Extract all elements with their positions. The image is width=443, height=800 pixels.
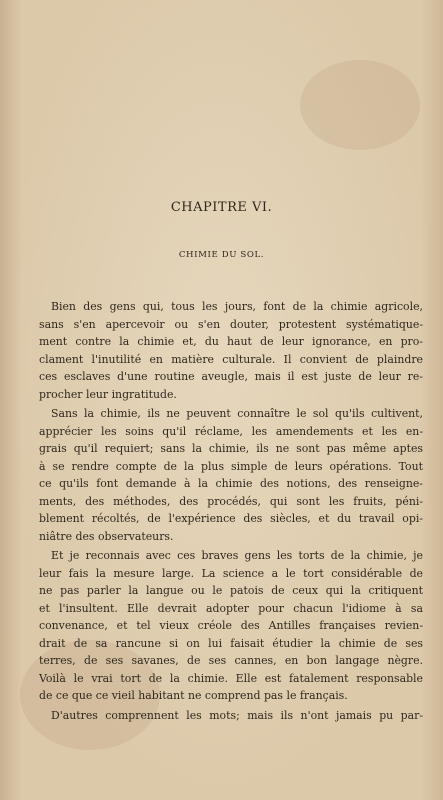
text-line: ments, des méthodes, des procédés, qui sont les fruits, péni- bbox=[39, 494, 423, 508]
text-line: Sans la chimie, ils ne peuvent connaître le sol qu'ils cultivent, bbox=[51, 407, 423, 420]
paper-stain bbox=[300, 60, 420, 150]
text-line: apprécier les soins qu'il réclame, les amendements et les en- bbox=[39, 424, 423, 438]
text-line: leur fais la mesure large. La science a le tort considérable de bbox=[39, 566, 423, 580]
text-line: Et je reconnais avec ces braves gens les torts de la chimie, je bbox=[51, 549, 423, 562]
text-line: ces esclaves d'une routine aveugle, mais il est juste de leur re- bbox=[39, 370, 423, 383]
text-line: convenance, et tel vieux créole des Antilles françaises revien- bbox=[39, 619, 423, 632]
text-line: niâtre des observateurs. bbox=[39, 529, 174, 543]
body-text bbox=[39, 298, 423, 724]
text-line: à se rendre compte de la plus simple de leurs opérations. Tout bbox=[39, 459, 423, 473]
text-line: D'autres comprennent les mots; mais ils n'ont jamais pu par- bbox=[51, 708, 423, 722]
text-line: terres, de ses savanes, de ses cannes, en bon langage nègre. bbox=[39, 654, 423, 667]
text-line: de ce que ce vieil habitant ne comprend pas le français. bbox=[39, 689, 348, 702]
chapter-title: CHAPITRE VI. bbox=[170, 200, 273, 215]
text-line: et l'insultent. Elle devrait adopter pour chacun l'idiome à sa bbox=[39, 601, 423, 615]
text-line: drait de sa rancune si on lui faisait étudier la chimie de ses bbox=[39, 636, 423, 650]
text-line: Bien des gens qui, tous les jours, font de la chimie agricole, bbox=[51, 300, 423, 313]
text-line: ment contre la chimie et, du haut de leur ignorance, en pro- bbox=[39, 335, 423, 348]
text-line: blement récoltés, de l'expérience des siècles, et du travail opi- bbox=[39, 512, 423, 525]
text-line: clament l'inutilité en matière culturale. Il convient de plaindre bbox=[39, 352, 423, 366]
text-line: ce qu'ils font demande à la chimie des notions, des renseigne- bbox=[39, 477, 423, 490]
text-line: procher leur ingratitude. bbox=[39, 387, 177, 401]
section-title: CHIMIE DU SOL. bbox=[178, 250, 265, 260]
text-line: sans s'en apercevoir ou s'en douter, protestent systématique- bbox=[39, 317, 423, 331]
text-line: Voilà le vrai tort de la chimie. Elle est fatalement responsable bbox=[39, 671, 423, 685]
text-line: ne pas parler la langue ou le patois de ceux qui la critiquent bbox=[39, 584, 423, 597]
text-line: grais qu'il requiert; sans la chimie, ils ne sont pas même aptes bbox=[39, 442, 423, 455]
